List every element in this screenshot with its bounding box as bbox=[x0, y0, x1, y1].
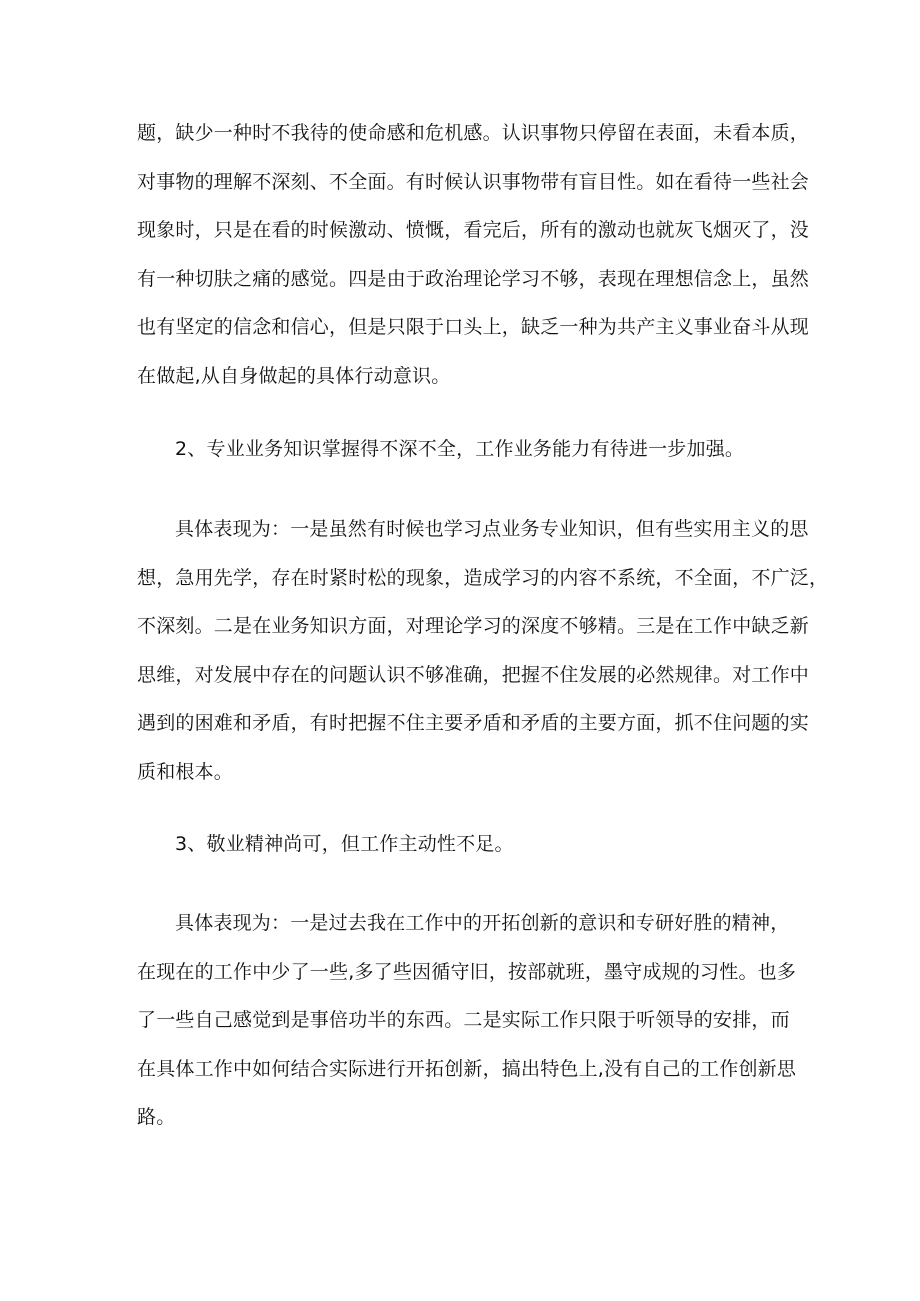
text-line: 在具体工作中如何结合实际进行开拓创新，搞出特色上,没有自己的工作创新思 bbox=[137, 1057, 797, 1080]
text-line: 对事物的理解不深刻、不全面。有时候认识事物带有盲目性。如在看待一些社会 bbox=[137, 170, 810, 193]
text-line: 了一些自己感觉到是事倍功半的东西。二是实际工作只限于听领导的安排，而 bbox=[137, 1009, 790, 1031]
text-line: 在做起,从自身做起的具体行动意识。 bbox=[137, 364, 451, 387]
section-heading-3 bbox=[137, 820, 797, 869]
text-line: 不深刻。二是在业务知识方面，对理论学习的深度不够精。三是在工作中缺乏新 bbox=[137, 615, 810, 637]
text-line: 在现在的工作中少了一些,多了些因循守旧，按部就班，墨守成规的习性。也多 bbox=[137, 960, 797, 983]
heading-line: 2、专业业务知识掌握得不深不全，工作业务能力有待进一步加强。 bbox=[175, 438, 745, 460]
text-line: 质和根本。 bbox=[137, 760, 234, 783]
text-line: 思维，对发展中存在的问题认识不够准确，把握不住发展的必然规律。对工作中 bbox=[137, 663, 810, 686]
text-line: 也有坚定的信念和信心，但是只限于口头上，缺乏一种为共产主义事业奋斗从现 bbox=[137, 316, 810, 338]
heading-line: 3、敬业精神尚可，但工作主动性不足。 bbox=[175, 833, 514, 855]
paragraph-section-3-details bbox=[137, 899, 797, 1142]
text-line: 题，缺少一种时不我待的使命感和危机感。认识事物只停留在表面，未看本质， bbox=[137, 122, 810, 144]
text-line: 遇到的困难和矛盾，有时把握不住主要矛盾和矛盾的主要方面，抓不住问题的实 bbox=[137, 712, 810, 734]
text-line: 具体表现为：一是虽然有时候也学习点业务专业知识，但有些实用主义的思 bbox=[175, 518, 809, 540]
text-line: 路。 bbox=[137, 1106, 176, 1128]
text-line: 具体表现为：一是过去我在工作中的开拓创新的意识和专研好胜的精神， bbox=[175, 912, 790, 934]
paragraph-section-2-details bbox=[137, 505, 829, 796]
paragraph-continuation bbox=[137, 109, 810, 400]
section-heading-2 bbox=[137, 425, 797, 474]
text-line: 现象时，只是在看的时候激动、愤慨，看完后，所有的激动也就灰飞烟灭了，没 bbox=[137, 219, 810, 241]
text-line: 想，急用先学，存在时紧时松的现象，造成学习的内容不系统，不全面，不广泛， bbox=[137, 566, 829, 589]
text-line: 有一种切肤之痛的感觉。四是由于政治理论学习不够，表现在理想信念上，虽然 bbox=[137, 267, 810, 290]
